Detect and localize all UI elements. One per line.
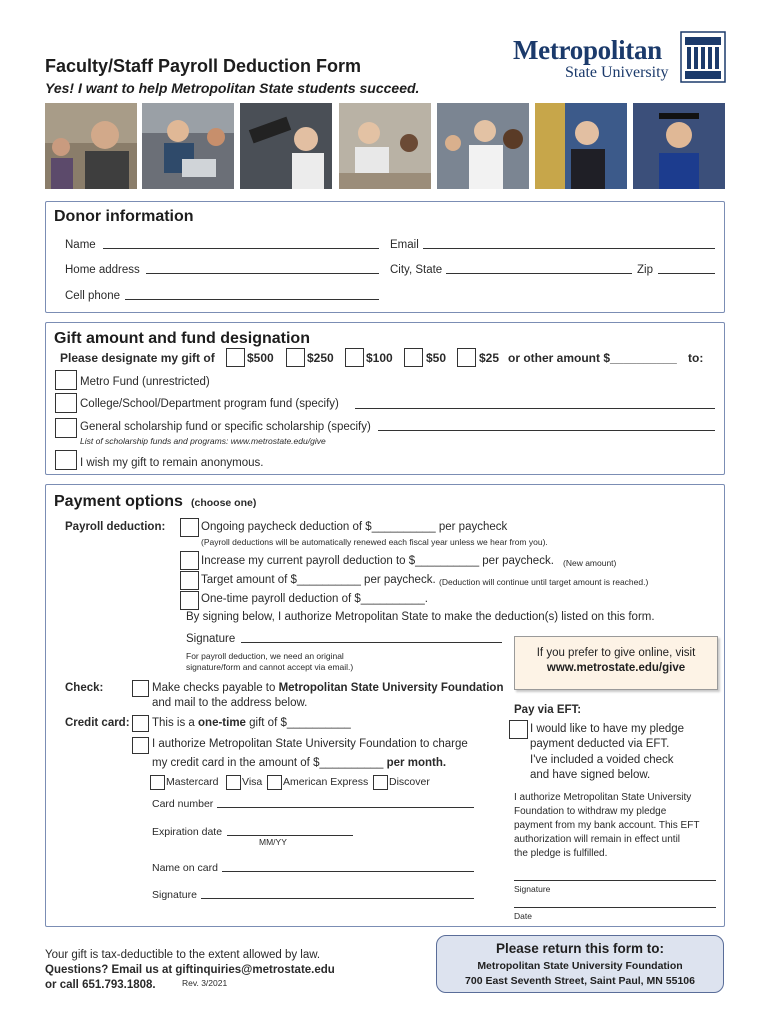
logo-wordmark: Metropolitan	[513, 35, 662, 65]
amex-label: American Express	[283, 776, 369, 788]
online-giving-text: If you prefer to give online, visit	[536, 647, 696, 659]
signature-note-1: For payroll deduction, we need an original	[186, 651, 344, 661]
amex-checkbox[interactable]	[267, 775, 282, 790]
check-payable-text: Make checks payable to Metropolitan State University Foundation	[152, 682, 504, 694]
mastercard-checkbox[interactable]	[150, 775, 165, 790]
photo-student-desk	[339, 103, 431, 189]
anonymous-checkbox[interactable]	[55, 450, 77, 470]
donor-section-title: Donor information	[54, 208, 194, 225]
credit-card-label: Credit card:	[65, 717, 130, 729]
credit-onetime-checkbox[interactable]	[132, 715, 149, 732]
increase-deduction-checkbox[interactable]	[180, 551, 199, 570]
eft-checkbox[interactable]	[509, 720, 528, 739]
amount-25-checkbox[interactable]	[457, 348, 476, 367]
zip-field[interactable]	[658, 273, 715, 274]
onetime-deduction-label: One-time payroll deduction of $__________.	[201, 593, 428, 605]
discover-checkbox[interactable]	[373, 775, 388, 790]
authorize-charge-text: I authorize Metropolitan State University Foundation to charge	[152, 738, 468, 750]
designate-label: Please designate my gift of	[60, 351, 215, 365]
eft-auth-4: authorization will remain in effect until	[514, 834, 681, 845]
email-field[interactable]	[423, 248, 715, 249]
eft-signature-label: Signature	[514, 884, 551, 894]
cell-phone-field[interactable]	[125, 299, 379, 300]
to-label: to:	[688, 351, 704, 365]
credit-onetime-text: This is a one-time gift of $__________	[152, 717, 351, 729]
eft-auth-2: Foundation to withdraw my pledge	[514, 806, 667, 817]
payroll-label: Payroll deduction:	[65, 521, 166, 533]
eft-line-4: and have signed below.	[530, 769, 651, 781]
credit-monthly-checkbox[interactable]	[132, 737, 149, 754]
target-amount-note: (Deduction will continue until target amount is reached.)	[439, 577, 649, 587]
visa-checkbox[interactable]	[226, 775, 241, 790]
authorize-deduction-text: By signing below, I authorize Metropolitan State to make the deduction(s) listed on this form.	[186, 611, 655, 623]
eft-line-1: I would like to have my pledge	[530, 723, 685, 735]
college-fund-checkbox[interactable]	[55, 393, 77, 413]
email-label: Email	[390, 239, 419, 251]
photo-faculty-smiling	[45, 103, 137, 189]
payroll-signature-label: Signature	[186, 633, 236, 645]
return-address-box	[436, 935, 724, 993]
photo-graduate	[633, 103, 725, 189]
choose-one-label: (choose one)	[191, 497, 257, 509]
logo-subwordmark: State University	[565, 64, 669, 81]
name-label: Name	[65, 239, 96, 251]
check-checkbox[interactable]	[132, 680, 149, 697]
check-mail-text: and mail to the address below.	[152, 697, 308, 709]
signature-note-2: signature/form and cannot accept via email.)	[186, 662, 354, 672]
return-address: 700 East Seventh Street, Saint Paul, MN 55106	[465, 975, 695, 987]
college-fund-field[interactable]	[355, 408, 715, 409]
call-text: or call 651.793.1808.	[45, 979, 156, 991]
gift-section-title: Gift amount and fund designation	[54, 330, 310, 347]
increase-deduction-note: (New amount)	[563, 558, 617, 568]
eft-line-3: I've included a voided check	[530, 754, 674, 766]
college-fund-label: College/School/Department program fund (specify)	[80, 398, 339, 410]
online-giving-link[interactable]: www.metrostate.edu/give	[546, 662, 686, 674]
zip-label: Zip	[637, 264, 653, 276]
home-address-label: Home address	[65, 264, 140, 276]
eft-auth-1: I authorize Metropolitan State University	[514, 792, 692, 803]
mmyy-label: MM/YY	[259, 837, 287, 847]
card-number-field[interactable]	[217, 807, 474, 808]
photo-professional-woman	[535, 103, 627, 189]
expiration-field[interactable]	[227, 835, 353, 836]
ongoing-deduction-label: Ongoing paycheck deduction of $__________ per paycheck	[201, 521, 508, 533]
eft-signature-field[interactable]	[514, 880, 716, 881]
target-amount-label: Target amount of $__________ per paycheck.	[201, 574, 436, 586]
amount-250-checkbox[interactable]	[286, 348, 305, 367]
return-title: Please return this form to:	[495, 941, 665, 956]
amount-500-checkbox[interactable]	[226, 348, 245, 367]
city-state-field[interactable]	[446, 273, 632, 274]
mastercard-label: Mastercard	[166, 776, 219, 788]
eft-line-2: payment deducted via EFT.	[530, 738, 670, 750]
photo-students-laptops	[142, 103, 234, 189]
card-signature-field[interactable]	[201, 898, 474, 899]
name-field[interactable]	[103, 248, 379, 249]
increase-deduction-label: Increase my current payroll deduction to $__________ per paycheck.	[201, 555, 554, 567]
photo-telescope	[240, 103, 332, 189]
amount-50-checkbox[interactable]	[404, 348, 423, 367]
name-on-card-field[interactable]	[222, 871, 474, 872]
amount-100-checkbox[interactable]	[345, 348, 364, 367]
questions-text: Questions? Email us at giftinquiries@metrostate.edu	[45, 964, 335, 976]
city-state-label: City, State	[390, 264, 443, 276]
eft-date-label: Date	[514, 911, 532, 921]
eft-auth-5: the pledge is fulfilled.	[514, 848, 608, 859]
tax-deductible-text: Your gift is tax-deductible to the extent allowed by law.	[45, 949, 321, 961]
amount-50-label: $50	[426, 351, 447, 365]
ongoing-deduction-checkbox[interactable]	[180, 518, 199, 537]
online-giving-callout	[514, 636, 718, 690]
discover-label: Discover	[389, 776, 430, 788]
revision-label: Rev. 3/2021	[182, 978, 228, 988]
check-label: Check:	[65, 682, 104, 694]
amount-250-label: $250	[307, 351, 334, 365]
visa-label: Visa	[242, 776, 263, 788]
expiration-label: Expiration date	[152, 826, 223, 838]
cell-phone-label: Cell phone	[65, 290, 120, 302]
form-subtitle: Yes! I want to help Metropolitan State students succeed.	[45, 80, 420, 96]
home-address-field[interactable]	[146, 273, 379, 274]
return-org: Metropolitan State University Foundation	[477, 960, 683, 972]
amount-25-label: $25	[479, 351, 500, 365]
form-title: Faculty/Staff Payroll Deduction Form	[45, 56, 362, 76]
target-amount-checkbox[interactable]	[180, 571, 199, 590]
amount-100-label: $100	[366, 351, 393, 365]
metro-fund-checkbox[interactable]	[55, 370, 77, 390]
eft-title: Pay via EFT:	[514, 704, 582, 716]
scholarship-note: List of scholarship funds and programs: www.metrostate.edu/give	[80, 436, 326, 446]
name-on-card-label: Name on card	[152, 862, 218, 874]
ongoing-deduction-note: (Payroll deductions will be automatically renewed each fiscal year unless we hear from you).	[201, 537, 548, 547]
scholarship-fund-label: General scholarship fund or specific scholarship (specify)	[80, 421, 371, 433]
credit-amount-text: my credit card in the amount of $__________ per month.	[152, 757, 447, 769]
payroll-signature-field[interactable]	[241, 642, 502, 643]
eft-auth-3: payment from my bank account. This EFT	[514, 820, 700, 831]
onetime-deduction-checkbox[interactable]	[180, 591, 199, 610]
anonymous-label: I wish my gift to remain anonymous.	[80, 457, 264, 469]
payment-section-title: Payment options	[54, 493, 183, 510]
card-signature-label: Signature	[152, 889, 197, 901]
photo-lab-group	[437, 103, 529, 189]
payment-section	[45, 484, 725, 927]
scholarship-fund-field[interactable]	[378, 430, 715, 431]
metro-fund-label: Metro Fund (unrestricted)	[80, 376, 210, 388]
scholarship-fund-checkbox[interactable]	[55, 418, 77, 438]
amount-500-label: $500	[247, 351, 274, 365]
card-number-label: Card number	[152, 798, 214, 810]
eft-date-field[interactable]	[514, 907, 716, 908]
other-amount-field[interactable]: or other amount $__________	[508, 351, 677, 365]
building-logo-icon	[680, 31, 726, 83]
